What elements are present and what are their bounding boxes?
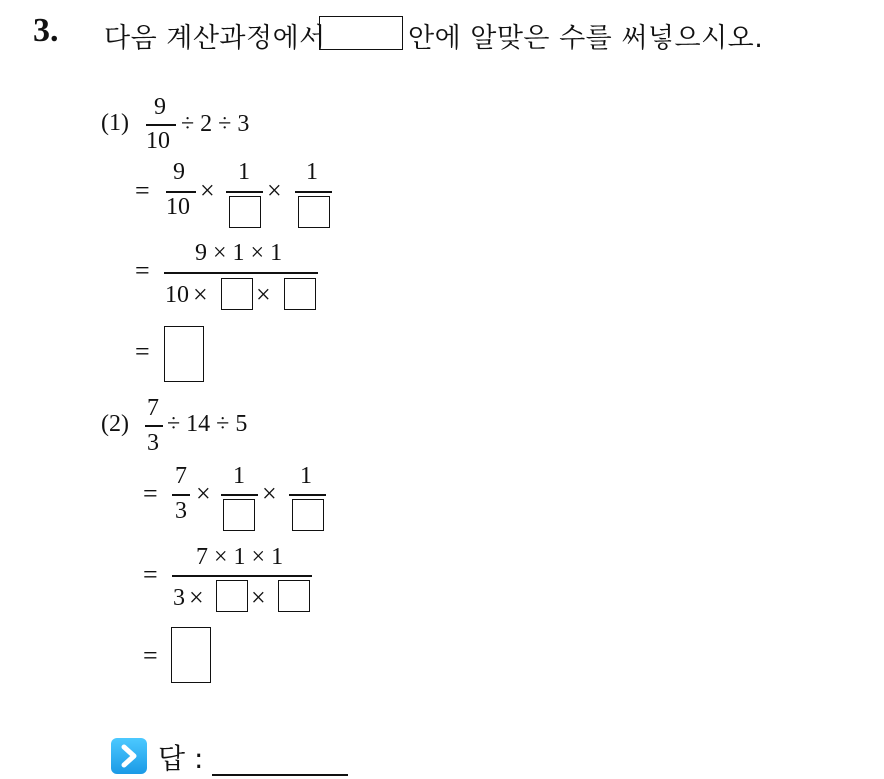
blank-box[interactable] [278, 580, 310, 612]
step2-fraction-bar [172, 575, 312, 577]
blank-box[interactable] [221, 278, 253, 310]
blank-box[interactable] [216, 580, 248, 612]
part-2-label: (2) [101, 411, 129, 437]
times-sign: × [251, 583, 266, 612]
instruction-blank-box [319, 16, 403, 50]
problem-number: 3. [33, 12, 59, 49]
equals-sign: = [143, 560, 158, 589]
step1-fraction2-bar [221, 494, 258, 496]
instruction-text-before: 다음 계산과정에서 [104, 23, 326, 54]
step2-denominator-start: 10 [165, 282, 189, 308]
step1-fraction3-numerator: 1 [300, 463, 312, 489]
answer-label: 답 : [158, 742, 204, 775]
times-sign: × [267, 176, 282, 205]
expr-division-rest: ÷ 2 ÷ 3 [181, 111, 250, 137]
step1-fraction2-bar [226, 191, 263, 193]
step1-fraction3-bar [289, 494, 326, 496]
times-sign: × [193, 280, 208, 309]
times-sign: × [196, 479, 211, 508]
step1-fraction3-numerator: 1 [306, 159, 318, 185]
step2-fraction-bar [164, 272, 318, 274]
blank-box[interactable] [292, 499, 324, 531]
instruction-text-after: 안에 알맞은 수를 써넣으시오. [408, 23, 764, 54]
blank-box[interactable] [284, 278, 316, 310]
times-sign: × [200, 176, 215, 205]
times-sign: × [256, 280, 271, 309]
step1-fraction1-denominator: 10 [166, 194, 190, 220]
step2-denominator-start: 3 [173, 585, 185, 611]
expr-division-rest: ÷ 14 ÷ 5 [167, 411, 248, 437]
step2-numerator: 9 × 1 × 1 [195, 240, 283, 266]
chevron-right-icon [111, 738, 147, 774]
equals-sign: = [143, 641, 158, 670]
step1-fraction1-bar [172, 494, 190, 496]
expr-fraction-denominator: 10 [146, 128, 170, 154]
blank-box[interactable] [223, 499, 255, 531]
step1-fraction1-bar [166, 191, 196, 193]
expr-fraction-bar [146, 124, 176, 126]
step2-numerator: 7 × 1 × 1 [196, 544, 284, 570]
part-1-label: (1) [101, 110, 129, 136]
equals-sign: = [135, 256, 150, 285]
equals-sign: = [135, 176, 150, 205]
expr-fraction-numerator: 9 [154, 94, 166, 120]
step1-fraction3-bar [295, 191, 332, 193]
step1-fraction1-numerator: 7 [175, 463, 187, 489]
times-sign: × [189, 583, 204, 612]
result-blank-box[interactable] [164, 326, 204, 382]
expr-fraction-numerator: 7 [147, 395, 159, 421]
equals-sign: = [135, 337, 150, 366]
expr-fraction-denominator: 3 [147, 430, 159, 456]
equals-sign: = [143, 479, 158, 508]
blank-box[interactable] [229, 196, 261, 228]
result-blank-box[interactable] [171, 627, 211, 683]
step1-fraction2-numerator: 1 [238, 159, 250, 185]
step1-fraction2-numerator: 1 [233, 463, 245, 489]
step1-fraction1-numerator: 9 [173, 159, 185, 185]
times-sign: × [262, 479, 277, 508]
step1-fraction1-denominator: 3 [175, 498, 187, 524]
expr-fraction-bar [145, 425, 163, 427]
blank-box[interactable] [298, 196, 330, 228]
answer-input-line[interactable] [212, 774, 348, 776]
